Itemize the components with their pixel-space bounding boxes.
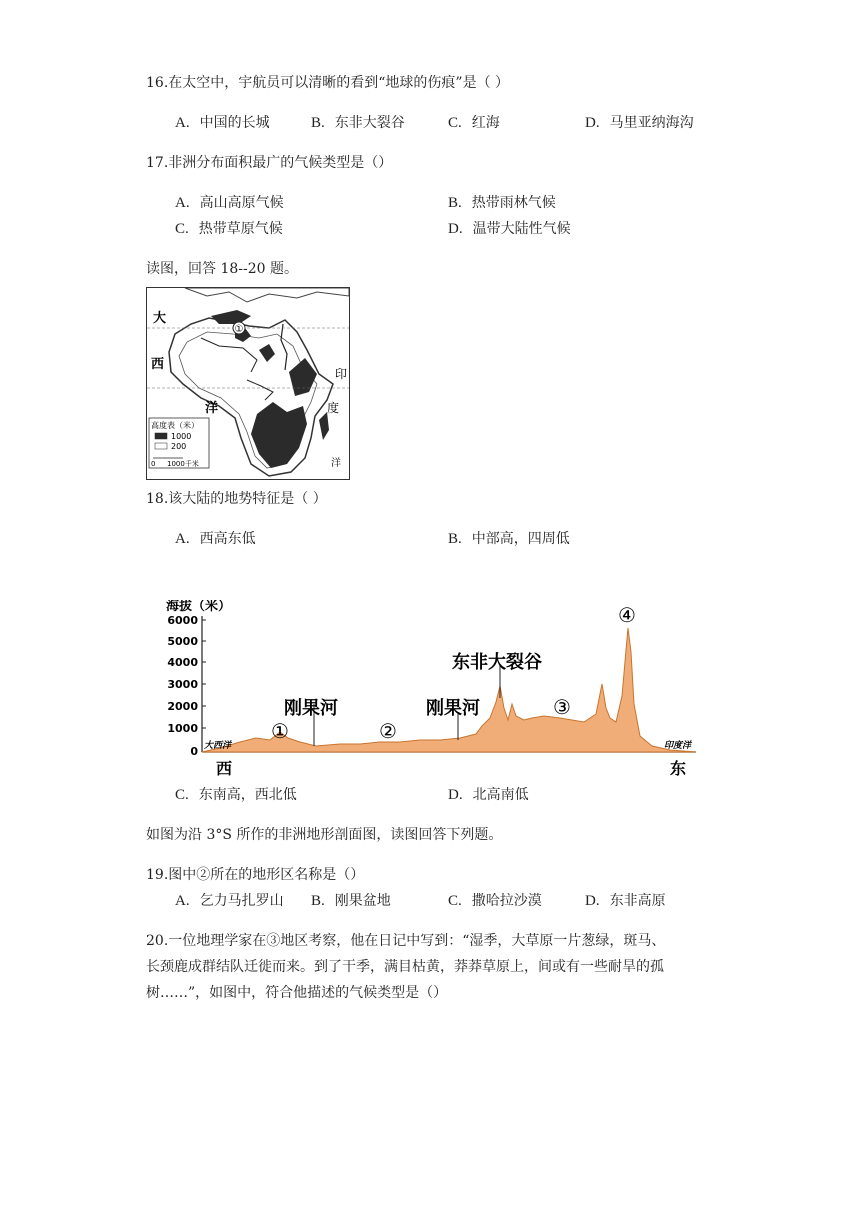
read-map-instruction: 读图，回答 18--20 题。 (146, 261, 298, 277)
map-label-atlantic-2: 西 (151, 357, 165, 372)
map-label-atlantic-3: 洋 (205, 401, 219, 416)
q20-stem-line-2: 长颈鹿成群结队迁徙而来。到了干季，满目枯黄，莽莽草原上，间或有一些耐旱的孤 (146, 959, 664, 975)
scale-zero: 0 (151, 460, 156, 468)
africa-profile-figure (160, 600, 700, 780)
q19-option-d[interactable]: D. 东非高原 (585, 893, 666, 909)
map-label-indian-3: 洋 (331, 458, 341, 469)
madagascar (319, 412, 329, 440)
africa-map-figure (146, 287, 350, 480)
ytick-2000: 2000 (167, 700, 198, 713)
map-label-atlantic-1: 大 (153, 311, 167, 326)
q16-stem: 16.在太空中，宇航员可以清晰的看到“地球的伤痕”是（ ） (146, 75, 510, 91)
map-label-indian-1: 印 (335, 367, 348, 381)
ytick-3000: 3000 (167, 678, 198, 691)
profile-marker-2: ② (379, 719, 397, 743)
europe-coast (185, 288, 349, 302)
q19-stem: 19.图中②所在的地形区名称是（） (146, 867, 365, 883)
q18-option-d[interactable]: D. 北高南低 (448, 787, 529, 803)
legend-title: 高度表（米） (151, 421, 199, 430)
ytick-4000: 4000 (167, 656, 198, 669)
q20-stem-line-1: 20.一位地理学家在③地区考察，他在日记中写到：“湿季，大草原一片葱绿，斑马、 (146, 933, 666, 949)
q18-option-c[interactable]: C. 东南高，西北低 (175, 787, 297, 803)
q18-option-b[interactable]: B. 中部高，四周低 (448, 531, 570, 547)
q19-option-a[interactable]: A. 乞力马扎罗山 (175, 893, 284, 909)
q17-option-b[interactable]: B. 热带雨林气候 (448, 195, 556, 211)
label-congo-river-1: 刚果河 (284, 698, 338, 719)
profile-marker-3: ③ (553, 695, 571, 719)
q18-stem: 18.该大陆的地势特征是（ ） (146, 491, 327, 507)
label-east: 东 (670, 759, 687, 778)
map-label-indian-2: 度 (327, 401, 340, 415)
ytick-1000: 1000 (167, 722, 198, 735)
q16-option-a[interactable]: A. 中国的长城 (175, 115, 270, 131)
profile-ylabel: 海拔（米） (166, 600, 232, 614)
q17-option-c[interactable]: C. 热带草原气候 (175, 221, 283, 237)
q18-option-a[interactable]: A. 西高东低 (175, 531, 256, 547)
ytick-5000: 5000 (167, 635, 198, 648)
q20-stem-line-3: 树……”，如图中，符合他描述的气候类型是（） (146, 985, 448, 1001)
scale-length: 1000千米 (167, 460, 199, 468)
map-marker-1: ① (234, 324, 244, 335)
label-congo-river-2: 刚果河 (426, 698, 480, 719)
atlas-highland (211, 310, 251, 324)
profile-marker-4: ④ (618, 603, 636, 627)
profile-marker-1: ① (271, 719, 289, 743)
label-east-african-rift: 东非大裂谷 (452, 652, 542, 673)
q17-option-d[interactable]: D. 温带大陆性气候 (448, 221, 571, 237)
label-atlantic: 大西洋 (204, 741, 232, 751)
ytick-0: 0 (190, 745, 198, 758)
q17-option-a[interactable]: A. 高山高原气候 (175, 195, 284, 211)
q17-stem: 17.非洲分布面积最广的气候类型是（） (146, 155, 393, 171)
africa-map (147, 288, 349, 479)
legend-200: 200 (171, 442, 187, 451)
profile-caption: 如图为沿 3°S 所作的非洲地形剖面图，读图回答下列题。 (146, 827, 503, 843)
q16-option-c[interactable]: C. 红海 (448, 115, 500, 131)
q19-option-c[interactable]: C. 撒哈拉沙漠 (448, 893, 542, 909)
q16-option-d[interactable]: D. 马里亚纳海沟 (585, 115, 694, 131)
legend-1000: 1000 (171, 432, 192, 441)
q19-option-b[interactable]: B. 刚果盆地 (311, 893, 391, 909)
label-west: 西 (216, 759, 233, 778)
q16-option-b[interactable]: B. 东非大裂谷 (311, 115, 405, 131)
label-indian: 印度洋 (664, 741, 692, 751)
ytick-6000: 6000 (167, 614, 198, 627)
africa-profile (160, 600, 700, 780)
